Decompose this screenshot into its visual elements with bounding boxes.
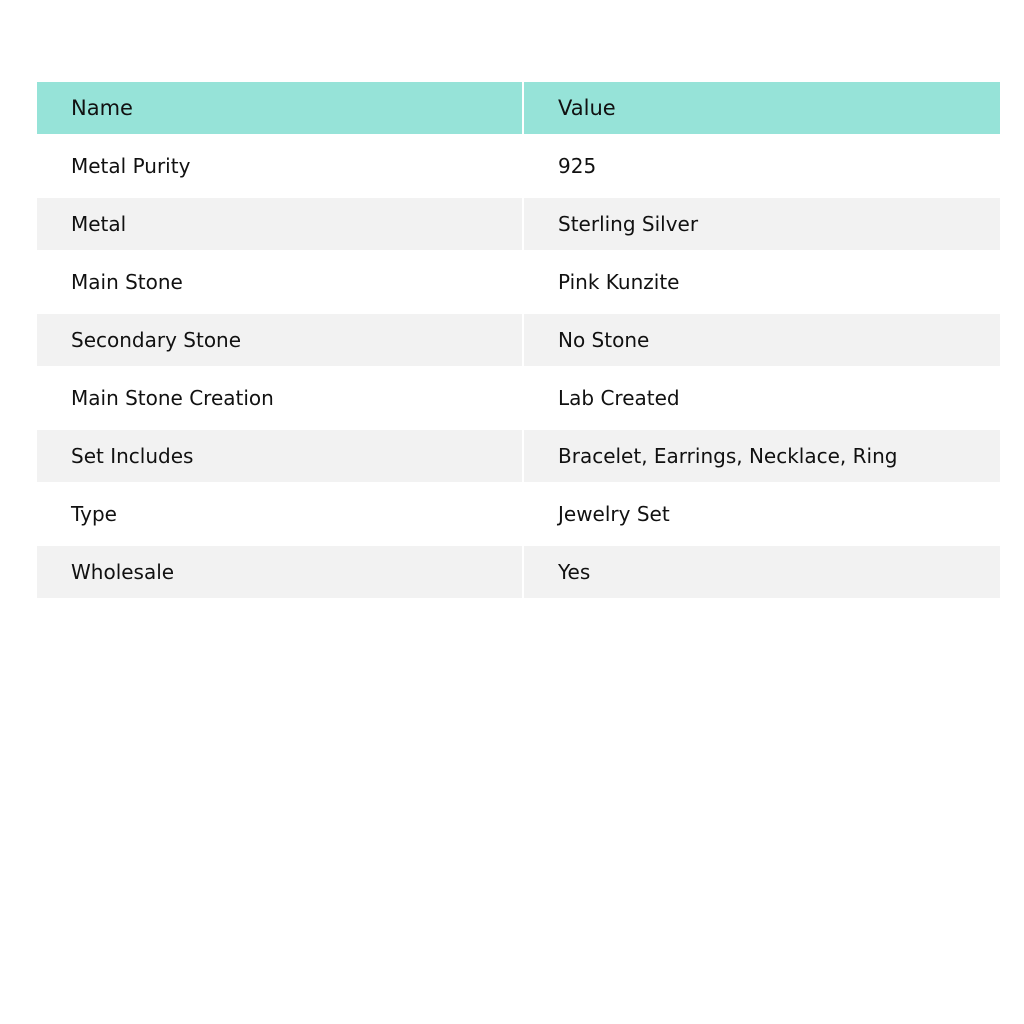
table-row (37, 430, 1000, 482)
name-cell: Type (37, 488, 522, 540)
value-cell: 925 (524, 140, 1000, 192)
name-cell: Wholesale (37, 546, 522, 598)
value-cell: Pink Kunzite (524, 256, 1000, 308)
table-row (37, 314, 1000, 366)
value-cell: Bracelet, Earrings, Necklace, Ring (524, 430, 1000, 482)
name-cell: Main Stone (37, 256, 522, 308)
specifications-table (35, 76, 1002, 604)
header-name: Name (37, 82, 522, 134)
name-cell: Metal Purity (37, 140, 522, 192)
value-cell: No Stone (524, 314, 1000, 366)
name-cell: Metal (37, 198, 522, 250)
value-cell: Jewelry Set (524, 488, 1000, 540)
table-row (37, 256, 1000, 308)
value-cell: Yes (524, 546, 1000, 598)
name-cell: Main Stone Creation (37, 372, 522, 424)
name-cell: Set Includes (37, 430, 522, 482)
table-row (37, 140, 1000, 192)
table-row (37, 198, 1000, 250)
name-cell: Secondary Stone (37, 314, 522, 366)
header-value: Value (524, 82, 1000, 134)
table-row (37, 546, 1000, 598)
value-cell: Sterling Silver (524, 198, 1000, 250)
table-row (37, 372, 1000, 424)
table-body (37, 140, 1000, 598)
table-header-row (37, 82, 1000, 134)
value-cell: Lab Created (524, 372, 1000, 424)
table-row (37, 488, 1000, 540)
